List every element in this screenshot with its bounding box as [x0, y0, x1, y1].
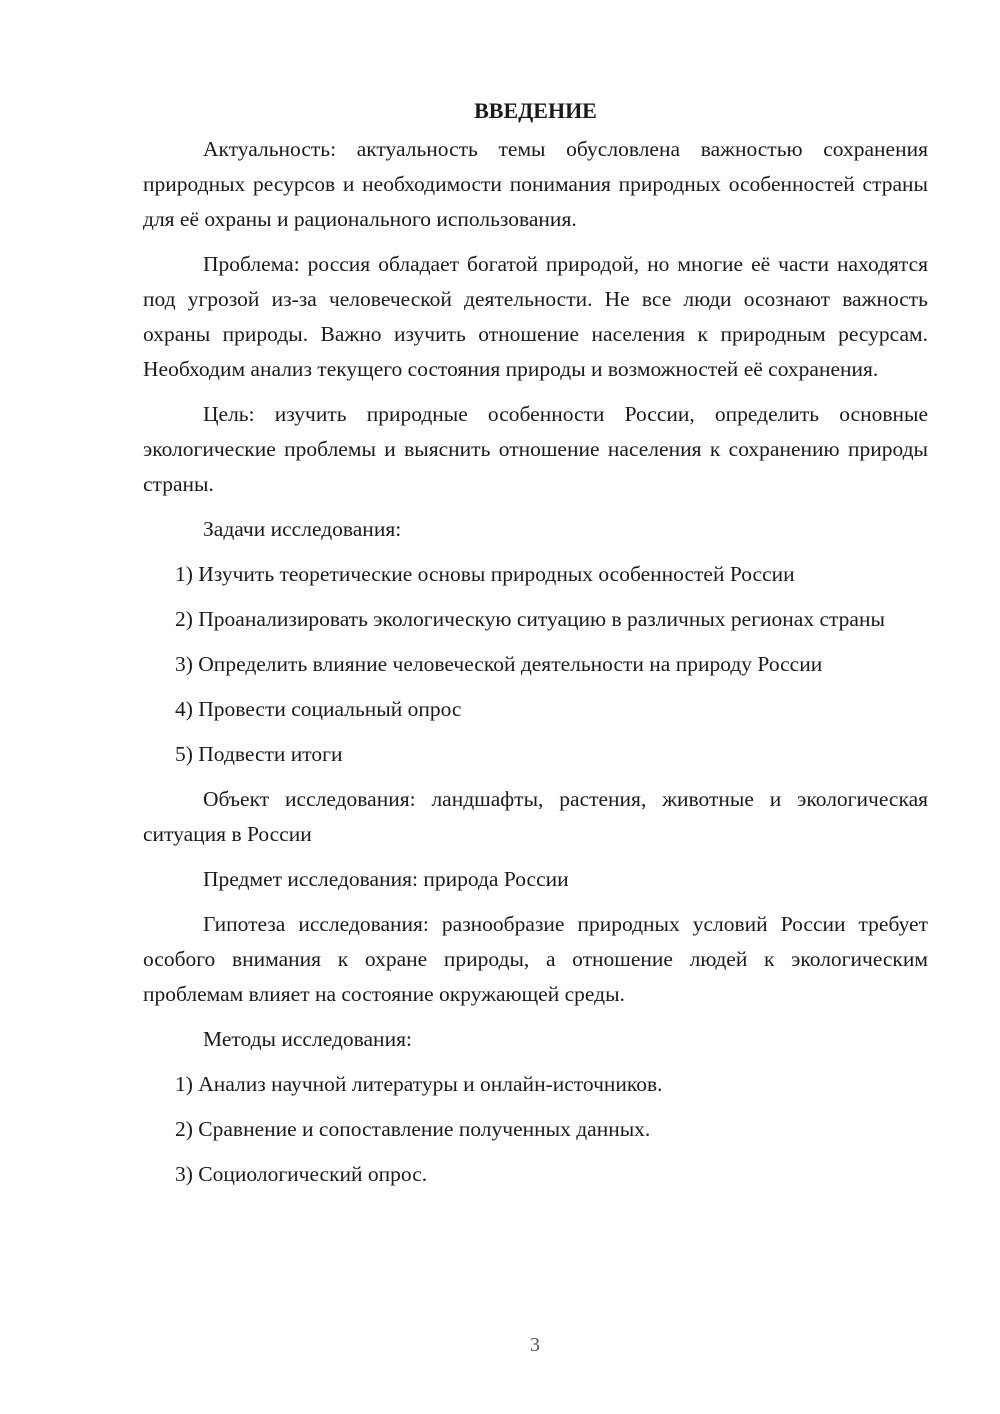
page-title: ВВЕДЕНИЕ [474, 98, 597, 123]
goal-paragraph: Цель: изучить природные особенности России, определить основные экологические проблемы и выяснить отношение населения к сохранению природы страны. [143, 402, 928, 496]
method-item: 3) Социологический опрос. [175, 1162, 428, 1186]
hypothesis-paragraph: Гипотеза исследования: разнообразие природных условий России требует особого внимания к охране природы, а отношение людей к экологическим проблемам влияет на состояние окружающей среды. [143, 912, 928, 1006]
task-item: 5) Подвести итоги [175, 742, 343, 766]
task-item: 3) Определить влияние человеческой деятельности на природу России [175, 652, 823, 676]
page-number: 3 [530, 1334, 540, 1356]
methods-heading: Методы исследования: [203, 1027, 412, 1051]
method-item: 2) Сравнение и сопоставление полученных данных. [175, 1117, 651, 1141]
object-paragraph: Объект исследования: ландшафты, растения, животные и экологическая ситуация в России [143, 787, 928, 846]
document-page [143, 96, 928, 1202]
task-item: 2) Проанализировать экологическую ситуацию в различных регионах страны [175, 607, 885, 631]
method-item: 1) Анализ научной литературы и онлайн-источников. [175, 1072, 663, 1096]
task-item: 4) Провести социальный опрос [175, 697, 462, 721]
relevance-paragraph: Актуальность: актуальность темы обусловлена важностью сохранения природных ресурсов и необходимости понимания природных особенностей страны для её охраны и рационального использования. [143, 137, 928, 231]
problem-paragraph: Проблема: россия обладает богатой природой, но многие её части находятся под угрозой из-за человеческой деятельности. Не все люди осознают важность охраны природы. Важно изучить отношение населения к природным ресурсам. Необходим анализ текущего состояния природы и возможностей её сохранения. [143, 252, 928, 381]
task-item: 1) Изучить теоретические основы природных особенностей России [175, 562, 795, 586]
subject-paragraph: Предмет исследования: природа России [203, 867, 569, 891]
tasks-heading: Задачи исследования: [203, 517, 402, 541]
